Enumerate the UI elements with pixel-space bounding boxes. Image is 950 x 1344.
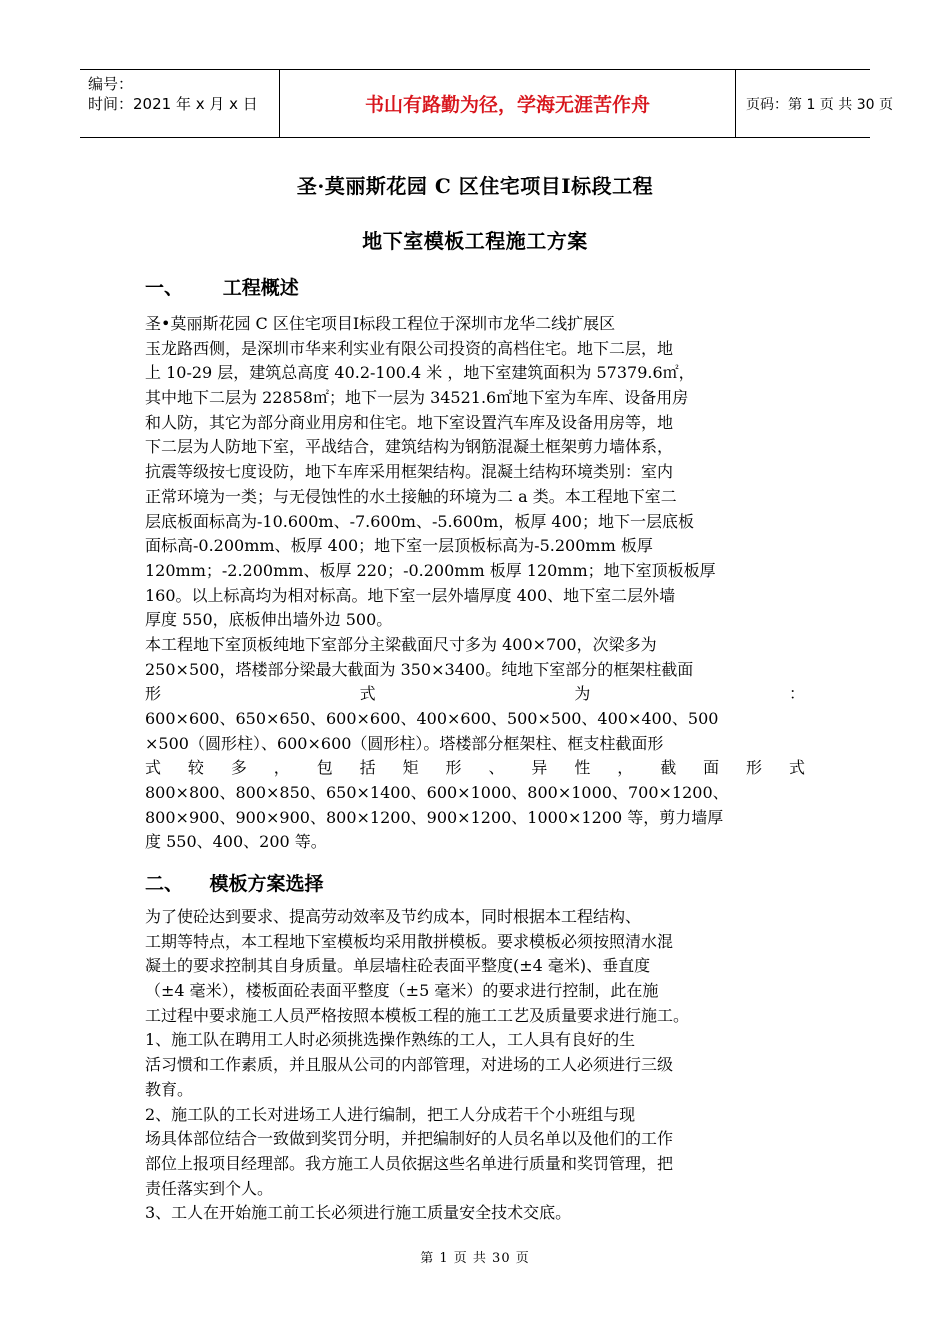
header-meta xyxy=(80,70,280,137)
paragraph-line: 凝土的要求控制其自身质量。单层墙柱砼表面平整度(±4 毫米)、垂直度 xyxy=(145,956,651,976)
paragraph-line: 其中地下二层为 22858㎡；地下一层为 34521.6㎡地下室为车库、设备用房 xyxy=(145,388,689,408)
paragraph-line: 和人防，其它为部分商业用房和住宅。地下室设置汽车库及设备用房等，地 xyxy=(145,412,674,432)
paragraph-line: 800×800、800×850、650×1400、600×1000、800×1000、700×1200、 xyxy=(145,783,729,803)
paragraph-line: 场具体部位结合一致做到奖罚分明，并把编制好的人员名单以及他们的工作 xyxy=(145,1129,674,1149)
paragraph-line: 教育。 xyxy=(145,1079,194,1099)
paragraph-line: 250×500，塔楼部分梁最大截面为 350×3400。纯地下室部分的框架柱截面 xyxy=(145,659,694,679)
header-motto: 书山有路勤为径，学海无涯苦作舟 xyxy=(280,70,736,137)
paragraph-line: 厚度 550，底板伸出墙外边 500。 xyxy=(145,610,393,630)
paragraph-line: 本工程地下室顶板纯地下室部分主梁截面尺寸多为 400×700，次梁多为 xyxy=(145,634,657,654)
page-header xyxy=(80,69,893,138)
paragraph-line: 工过程中要求施工人员严格按照本模板工程的施工工艺及质量要求进行施工。 xyxy=(145,1005,690,1025)
paragraph-line: 为了使砼达到要求、提高劳动效率及节约成本，同时根据本工程结构、 xyxy=(145,907,642,926)
paragraph-line: 形 式 为 ： xyxy=(145,684,805,704)
section-overview-body xyxy=(145,312,805,855)
number-label: 编号： xyxy=(88,75,134,93)
paragraph-line: 圣•莫丽斯花园 C 区住宅项目Ⅰ标段工程位于深圳市龙华二线扩展区 xyxy=(145,314,616,333)
paragraph-line: 工期等特点，本工程地下室模板均采用散拼模板。要求模板必须按照清水混 xyxy=(145,931,674,951)
time-label: 时间：2021 年 x 月 x 日 xyxy=(88,95,258,113)
paragraph-line: （±4 毫米），楼板面砼表面平整度（±5 毫米）的要求进行控制，此在施 xyxy=(145,981,659,1001)
paragraph-line: 正常环境为一类；与无侵蚀性的水土接触的环境为二 a 类。本工程地下室二 xyxy=(145,486,677,506)
paragraph-line: 面标高-0.200mm、板厚 400；地下室一层顶板标高为-5.200mm 板厚 xyxy=(145,536,653,556)
paragraph-line: 抗震等级按七度设防，地下车库采用框架结构。混凝土结构环境类别：室内 xyxy=(145,462,674,482)
paragraph-line: 式 较 多 ， 包 括 矩 形 、 异 性 ， 截 面 形 式 xyxy=(145,758,805,778)
header-page-info: 页码：第 1 页 共 30 页 xyxy=(746,96,893,113)
paragraph-line: 责任落实到个人。 xyxy=(145,1178,274,1198)
paragraph-line: 2、施工队的工长对进场工人进行编制，把工人分成若干个小班组与现 xyxy=(145,1104,636,1124)
paragraph-line: 活习惯和工作素质，并且服从公司的内部管理，对进场的工人必须进行三级 xyxy=(145,1055,674,1075)
paragraph-line: 玉龙路西侧，是深圳市华来利实业有限公司投资的高档住宅。地下二层，地 xyxy=(145,338,674,358)
section-formwork-body xyxy=(145,905,805,1226)
paragraph-line: 1、施工队在聘用工人时必须挑选操作熟练的工人，工人具有良好的生 xyxy=(145,1030,636,1050)
paragraph-line: 层底板面标高为-10.600m、-7.600m、-5.600m，板厚 400；地下一层底板 xyxy=(145,511,694,531)
paragraph-line: 600×600、650×650、600×600、400×600、500×500、400×400、500 xyxy=(145,709,719,728)
paragraph-line: 上 10-29 层，建筑总高度 40.2-100.4 米 ，地下室建筑面积为 57379.6㎡， xyxy=(145,363,695,383)
document-subtitle: 地下室模板工程施工方案 xyxy=(362,229,588,253)
section-heading-formwork: 二、 模板方案选择 xyxy=(145,873,324,895)
paragraph-line: 800×900、900×900、800×1200、900×1200、1000×1200 等，剪力墙厚 xyxy=(145,807,724,827)
section-heading-overview: 一、 工程概述 xyxy=(145,277,299,299)
page-footer: 第 1 页 共 30 页 xyxy=(420,1251,530,1266)
paragraph-line: 部位上报项目经理部。我方施工人员依据这些名单进行质量和奖罚管理，把 xyxy=(145,1153,674,1173)
paragraph-line: 3、工人在开始施工前工长必须进行施工质量安全技术交底。 xyxy=(145,1203,572,1223)
paragraph-line: 度 550、400、200 等。 xyxy=(145,832,327,852)
document-title: 圣·莫丽斯花园 C 区住宅项目Ⅰ标段工程 xyxy=(296,174,654,198)
paragraph-line: 120mm；-2.200mm、板厚 220；-0.200mm 板厚 120mm；地下室顶板板厚 xyxy=(145,560,716,580)
paragraph-line: ×500（圆形柱）、600×600（圆形柱）。塔楼部分框架柱、框支柱截面形 xyxy=(145,733,664,753)
paragraph-line: 160。以上标高均为相对标高。地下室一层外墙厚度 400、地下室二层外墙 xyxy=(145,585,676,605)
paragraph-line: 下二层为人防地下室，平战结合，建筑结构为钢筋混凝土框架剪力墙体系， xyxy=(145,437,674,457)
